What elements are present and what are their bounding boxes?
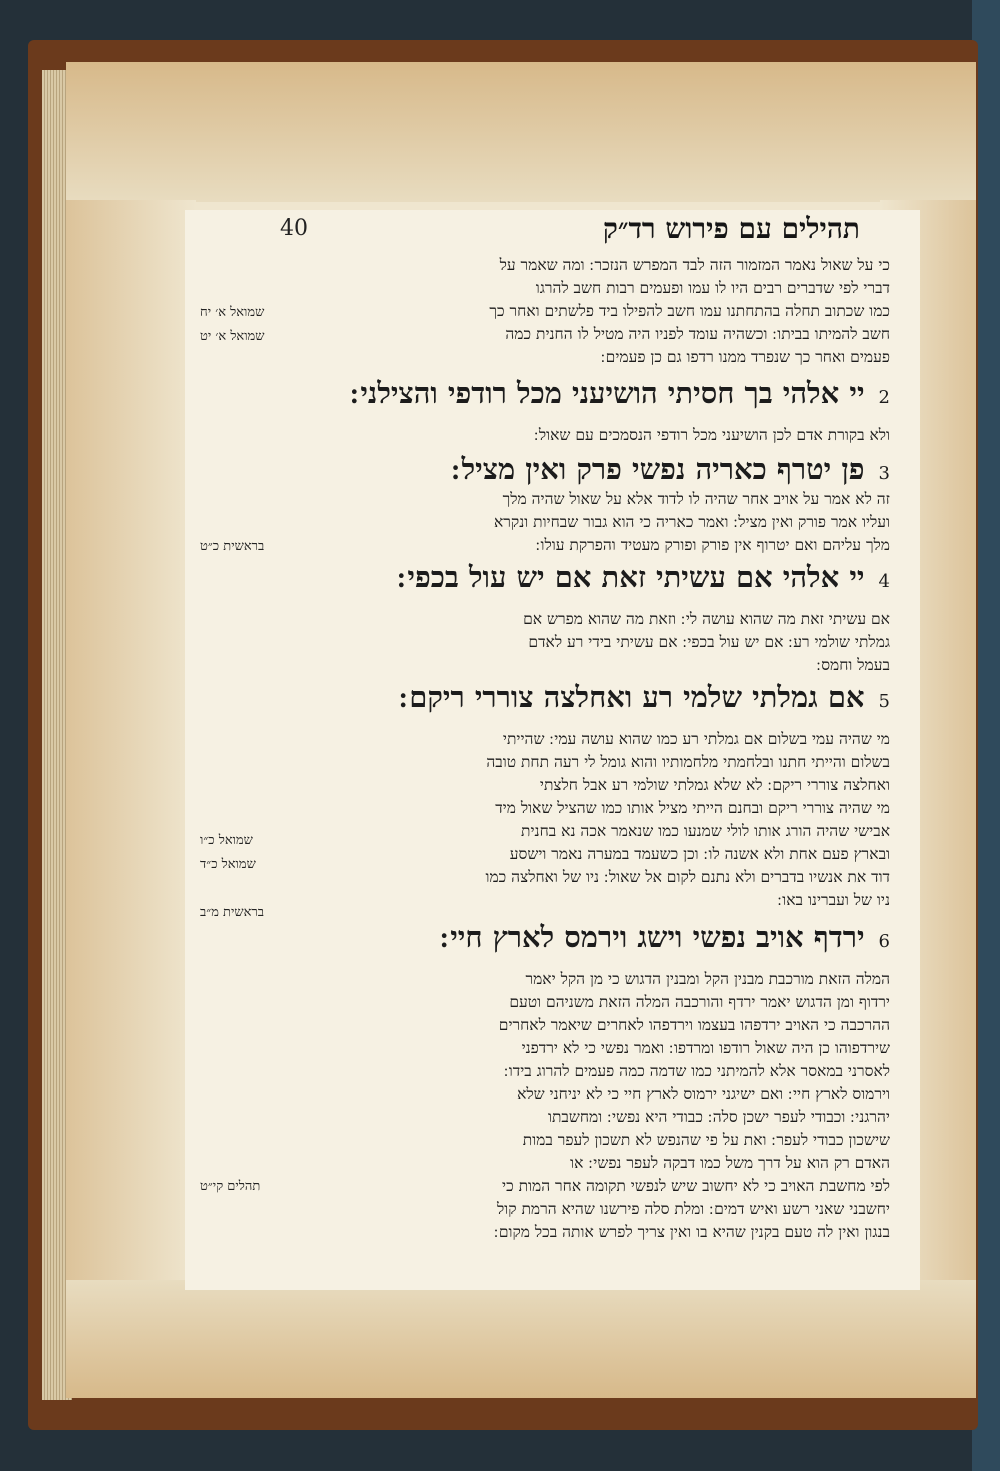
commentary-line: גמלתי שולמי רע ׃ אם יש עול בכפי ׃ אם עשיתי בידי רע לאדם [528,633,890,651]
commentary-line: לאסרני במאסר אלא להמיתני כמו שדמה כמה פעמים להרוג בידו ׃ [503,1062,890,1080]
commentary-block-6 [210,968,890,1244]
commentary-line: זה לא אמר על אויב אחר שהיה לו לדוד אלא על שאול שהיה מלך [502,490,890,508]
commentary-line: לפי מחשבת האויב כי לא יחשוב שיש לנפשי תקומה אחר המות כי [502,1177,890,1195]
verse-text: יי אלהי בך חסיתי הושיעני מכל רודפי והצילני ׃ [350,376,865,410]
commentary-line: המלה הזאת מורכבת מבנין הקל ומבנין הדגוש כי מן הקל יאמר [525,970,890,988]
commentary-line: ואחלצה צוררי ריקם ׃ לא שלא גמלתי שולמי רע אבל חלצתי [539,776,890,794]
commentary-line: מלך עליהם ואם יטרוף אין פורק ופורק מעטיד והפרקת עולו ׃ [535,536,890,554]
margin-reference: שמואל א׳ יט [200,329,265,344]
margin-reference: שמואל כ״ו [200,833,253,848]
commentary-line: מי שהיה עמי בשלום אם גמלתי רע כמו שהוא עושה עמי ׃ שהייתי [502,730,890,748]
commentary-line: כמו שכתוב תחלה בהתחתנו עמו חשב להפילו ביד פלשתים ואחר כך [489,302,890,320]
commentary-line: בעמל וחמס ׃ [816,656,890,674]
water-stain-bottom [66,1280,976,1398]
commentary-line: יהרגני ׃ וכבודי לעפר ישכן סלה ׃ כבודי היא נפשי ׃ ומחשבתו [547,1108,890,1126]
margin-reference: שמואל כ״ד [200,857,256,872]
verse-number: 5 [878,691,890,712]
margin-reference: תהלים קי״ט [200,1179,261,1194]
verse-text: אם גמלתי שלמי רע ואחלצה צוררי ריקם ׃ [399,680,865,714]
commentary-line: ועליו אמר פורק ואין מציל ׃ ואמר כאריה כי הוא גבור שבחיות ונקרא [494,513,890,531]
commentary-line: שישכון כבודי לעפר ׃ ואת על פי שהנפש לא תשכון לעפר במות [522,1131,890,1149]
water-stain-left [66,200,196,1280]
commentary-line: פעמים ואחר כך שנפרד ממנו רדפו גם כן פעמים ׃ [600,348,890,366]
commentary-line: וירמוס לארץ חיי ׃ ואם ישיגני ירמוס לארץ חיי כי לא יניחני שלא [517,1085,890,1103]
commentary-line: מי שהיה צוררי ריקם ובחנם הייתי מציל אותו כמו שהציל שאול מיד [495,799,890,817]
verse-text: יי אלהי אם עשיתי זאת אם יש עול בכפי ׃ [397,560,865,594]
commentary-block-5 [210,728,890,912]
verse-text: פן יטרף כאריה נפשי פרק ואין מציל ׃ [451,452,865,486]
verse-text: ירדף אויב נפשי וישג וירמס לארץ חיי ׃ [440,920,865,954]
commentary-line: כי על שאול נאמר המזמור הזה לבד המפרש הנזכר ׃ ומה שאמר על [499,256,890,274]
page-header [280,212,860,252]
verse-5 [210,674,890,720]
page-number: 40 [280,216,308,241]
verse-number: 6 [878,931,890,952]
commentary-line: ניו של ועברינו באו ׃ [777,891,890,909]
margin-reference: שמואל א׳ יח [200,305,265,320]
commentary-line: חשב להמיתו בביתו ׃ וכשהיה עומד לפניו היה מטיל לו החנית כמה [505,325,890,343]
commentary-line: האדם רק הוא על דרך משל כמו דבקה לעפר נפשי ׃ או [570,1154,890,1172]
commentary-line: ובארץ פעם אחת ולא אשנה לו ׃ וכן כשעמד במערה נאמר וישסע [509,845,890,863]
verse-4 [210,554,890,600]
commentary-line: בשלום והייתי חתנו ובלחמתי מלחמותיו והוא גומל לי רעה תחת טובה [486,753,890,771]
verse-number: 3 [878,463,890,484]
commentary-line: ירדוף ומן הדגוש יאמר ירדף והורכבה המלה הזאת משניהם וטעם [509,993,890,1011]
verse-number: 4 [878,571,890,592]
verse-6 [210,914,890,960]
commentary-line: דוד את אנשיו בדברים ולא נתנם לקום אל שאול ׃ ניו של ואחלצה כמו [485,868,890,886]
commentary-line: ההרכבה כי האויב ירדפהו בעצמו וירדפהו לאחרים שיאמר לאחרים [498,1016,890,1034]
verse-3 [210,446,890,492]
commentary-line: אבישי שהיה הורג אותו לולי שמנעו כמו שנאמר אכה נא בחנית [521,822,890,840]
commentary-line: אם עשיתי זאת מה שהוא עושה לי ׃ וזאת מה שהוא מפרש אם [523,610,890,628]
running-title: תהילים עם פירוש רד״ק [602,212,860,245]
commentary-line: שירדפוהו כן היה שאול רודפו ומרדפו ׃ ואמר נפשי כי לא ירדפני [521,1039,890,1057]
verse-number: 2 [878,387,890,408]
water-stain-top [66,62,976,202]
commentary-line: ולא בקורת אדם לכן הושיעני מכל רודפי הנסמכים עם שאול ׃ [533,426,890,444]
commentary-block-3 [210,488,890,557]
commentary-block-2 [210,424,890,447]
margin-reference: בראשית מ״ב [200,905,265,920]
commentary-block-4 [210,608,890,677]
commentary-line: יחשבני שאני רשע ואיש דמים ׃ ומלת סלה פירשנו שהיא הרמת קול [497,1200,890,1218]
verse-2 [210,370,890,416]
commentary-block-1 [210,254,890,369]
commentary-line: דברי לפי שדברים רבים היו לו עמו ופעמים רבות חשב להרגו [535,279,890,297]
margin-reference: בראשית כ״ט [200,539,265,554]
commentary-line: בנגון ואין לה טעם בקנין שהיא בו ואין צריך לפרש אותה בכל מקום ׃ [493,1223,890,1241]
